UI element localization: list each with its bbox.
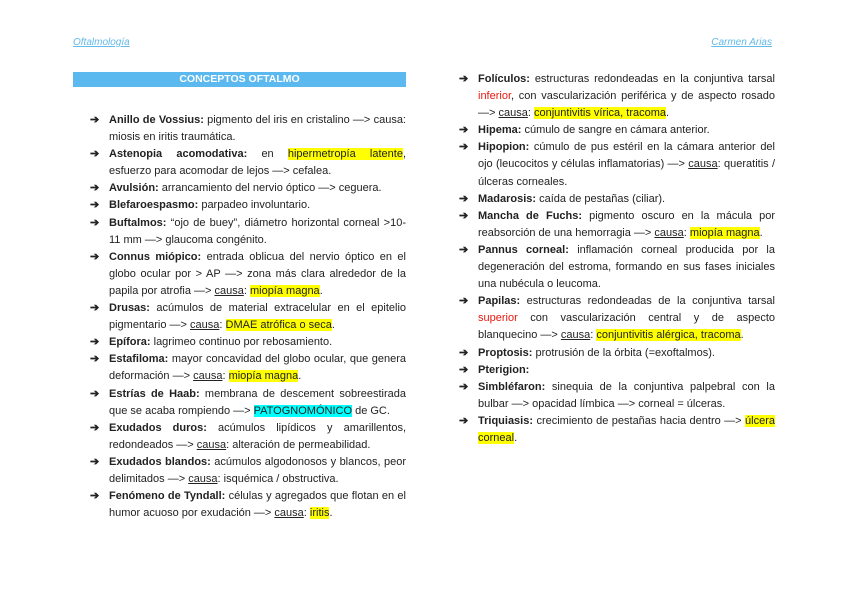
term: Avulsión: xyxy=(109,182,159,195)
definition-end: . xyxy=(514,431,518,444)
list-item xyxy=(73,215,406,249)
cause-label: causa xyxy=(274,507,304,520)
list-item xyxy=(442,345,775,362)
arrow-icon: ➔ xyxy=(90,387,100,400)
definition: crecimiento de pestañas hacia dentro —> xyxy=(533,414,746,427)
arrow-icon: ➔ xyxy=(459,380,469,393)
term: Papilas: xyxy=(478,295,521,308)
definition: entrada oblicua del nervio óptico en el globo ocular por > AP —> zona más clara alrededor de la papila por atrofia —> xyxy=(109,250,406,297)
definition: sinequia de la conjuntiva palpebral con la bulbar —> opacidad límbica —> corneal = úlceras. xyxy=(478,380,775,410)
arrow-icon: ➔ xyxy=(90,114,100,126)
cause-label: causa xyxy=(560,329,591,342)
list-item xyxy=(442,208,775,242)
definition: parpadeo involuntario. xyxy=(198,199,311,212)
list-item xyxy=(442,413,775,447)
header-author: Carmen Arias xyxy=(711,37,772,48)
definition: , con vascularización periférica y de aspecto rosado —> xyxy=(478,90,775,120)
arrow-icon: ➔ xyxy=(90,250,100,263)
term: Connus miópico: xyxy=(109,250,202,263)
arrow-icon: ➔ xyxy=(90,336,100,349)
definition: células y agregados que flotan en el humor acuoso por exudación —> xyxy=(109,490,406,520)
red-word: inferior xyxy=(478,90,512,103)
arrow-icon: ➔ xyxy=(459,414,469,427)
definition: “ojo de buey”, diámetro horizontal corneal >10-11 mm —> glaucoma congénito. xyxy=(109,216,406,246)
term: Exudados blandos: xyxy=(109,455,211,468)
term: Simbléfaron: xyxy=(478,380,546,393)
definition-end: . xyxy=(759,226,763,239)
term: Hipopion: xyxy=(478,141,530,154)
list-item xyxy=(73,112,406,146)
list-item xyxy=(442,293,775,344)
highlight: miopía magna xyxy=(689,226,760,239)
arrow-icon: ➔ xyxy=(90,302,100,315)
term: Mancha de Fuchs: xyxy=(478,209,583,222)
list-item xyxy=(73,454,406,488)
definition: mayor concavidad del globo ocular, que genera deformación —> xyxy=(109,353,406,383)
arrow-icon: ➔ xyxy=(459,73,469,85)
term: Proptosis: xyxy=(478,346,533,359)
list-item xyxy=(73,300,406,334)
cause-label: causa xyxy=(688,158,718,171)
arrow-icon: ➔ xyxy=(90,455,100,468)
separator: : xyxy=(590,329,597,342)
definition-end: . xyxy=(740,329,744,342)
arrow-icon: ➔ xyxy=(459,363,469,376)
arrow-icon: ➔ xyxy=(90,182,100,195)
arrow-icon: ➔ xyxy=(459,192,469,205)
definition-end: : isquémica / obstructiva. xyxy=(217,472,339,485)
definition: acúmulos de material extracelular en el epitelio pigmentario —> xyxy=(109,302,406,332)
definition-end: de GC. xyxy=(352,404,390,417)
term: Estrías de Haab: xyxy=(109,387,200,400)
list-item xyxy=(73,488,406,522)
list-item xyxy=(73,197,406,214)
arrow-icon: ➔ xyxy=(90,490,100,503)
definition: con vascularización central y de aspecto blanquecino —> xyxy=(478,312,775,342)
term: Folículos: xyxy=(478,73,530,85)
definition: arrancamiento del nervio óptico —> ceguera. xyxy=(158,182,382,195)
definition-end: . xyxy=(329,507,333,520)
highlight: DMAE atrófica o seca xyxy=(225,319,332,332)
arrow-icon: ➔ xyxy=(459,141,469,154)
definition-end: : alteración de permeabilidad. xyxy=(226,438,371,451)
definition: acúmulos lipídicos y amarillentos, redondeados —> xyxy=(109,421,407,451)
highlight: conjuntivitis vírica, tracoma xyxy=(533,107,667,120)
separator: : xyxy=(303,507,310,520)
definition-end: , esfuerzo para acomodar de lejos —> cefalea. xyxy=(109,148,406,178)
term: Estafiloma: xyxy=(109,353,169,366)
arrow-icon: ➔ xyxy=(90,353,100,366)
term: Blefaroespasmo: xyxy=(109,199,199,212)
list-item xyxy=(73,180,406,197)
arrow-icon: ➔ xyxy=(459,346,469,359)
arrow-icon: ➔ xyxy=(459,209,469,222)
definition: inflamación corneal producida por la degeneración del estroma, formando en sus fases iniciales una nubécula o leucoma. xyxy=(478,243,775,291)
list-item xyxy=(442,242,775,293)
term: Hipema: xyxy=(478,124,522,137)
term: Drusas: xyxy=(109,302,150,315)
list-item xyxy=(442,71,775,122)
red-word: superior xyxy=(478,312,518,325)
cause-label: causa xyxy=(190,319,220,332)
arrow-icon: ➔ xyxy=(459,124,469,137)
separator: : xyxy=(243,284,250,297)
term: Pterigion: xyxy=(478,363,530,376)
definition: acúmulos algodonosos y blancos, peor delimitados —> xyxy=(109,455,406,485)
term: Exudados duros: xyxy=(109,421,207,434)
term: Triquiasis: xyxy=(478,414,534,427)
definition-end: . xyxy=(331,319,335,332)
list-item xyxy=(73,146,406,180)
term: Pannus corneal: xyxy=(478,243,569,256)
arrow-icon: ➔ xyxy=(459,243,469,256)
cause-label: causa xyxy=(498,107,528,120)
list-item xyxy=(73,334,406,351)
term: Madarosis: xyxy=(478,192,537,205)
definition: estructuras redondeadas de la conjuntiva tarsal xyxy=(520,295,775,308)
cause-label: causa xyxy=(193,370,223,383)
definition: cúmulo de sangre en cámara anterior. xyxy=(521,124,710,137)
cause-label: causa xyxy=(188,472,218,485)
highlight: conjuntivitis alérgica, tracoma xyxy=(596,329,741,342)
list-item xyxy=(442,362,775,379)
definition-end: . xyxy=(319,284,323,297)
highlight: miopía magna xyxy=(228,370,299,383)
term: Fenómeno de Tyndall: xyxy=(109,490,226,503)
definition: membrana de descement sobreestirada que se acaba rompiendo —> xyxy=(109,387,407,417)
definition: estructuras redondeadas en la conjuntiva tarsal xyxy=(529,73,775,85)
definition-end: : queratitis / úlceras corneales. xyxy=(478,158,775,188)
highlight: PATOGNOMÓNICO xyxy=(253,404,353,417)
definition: en xyxy=(247,148,288,161)
list-item xyxy=(442,191,775,208)
arrow-icon: ➔ xyxy=(90,148,100,161)
separator: : xyxy=(527,107,534,120)
left-column xyxy=(73,112,406,522)
cause-label: causa xyxy=(196,438,227,451)
list-item xyxy=(73,249,406,300)
definition-end: . xyxy=(666,107,670,120)
definition: caída de pestañas (ciliar). xyxy=(536,192,666,205)
page-title: CONCEPTOS OFTALMO xyxy=(73,72,406,87)
list-item xyxy=(73,351,406,385)
term: Anillo de Vossius: xyxy=(109,114,204,126)
list-item xyxy=(442,139,775,190)
separator: : xyxy=(222,370,229,383)
right-column xyxy=(442,71,775,447)
definition: lagrimeo continuo por rebosamiento. xyxy=(150,336,333,349)
arrow-icon: ➔ xyxy=(90,216,100,229)
highlight: hipermetropía latente xyxy=(287,148,403,161)
cause-label: causa xyxy=(214,284,244,297)
definition: pigmento oscuro en la mácula por reabsorción de una hemorragia —> xyxy=(478,209,775,239)
definition: protrusión de la órbita (=exoftalmos). xyxy=(532,346,715,359)
definition: cúmulo de pus estéril en la cámara anterior del ojo (leucocitos y células inflamatorias) —> xyxy=(478,141,775,171)
list-item xyxy=(442,122,775,139)
definition-end: . xyxy=(298,370,302,383)
highlight: miopía magna xyxy=(249,284,320,297)
arrow-icon: ➔ xyxy=(90,199,100,212)
highlight: úlcera corneal xyxy=(478,414,775,444)
separator: : xyxy=(683,226,690,239)
separator: : xyxy=(219,319,226,332)
list-item xyxy=(73,420,406,454)
cause-label: causa xyxy=(654,226,684,239)
term: Buftalmos: xyxy=(109,216,167,229)
highlight: iritis xyxy=(309,507,330,520)
list-item xyxy=(73,386,406,420)
term: Epífora: xyxy=(109,336,151,349)
list-item xyxy=(442,379,775,413)
definition: pigmento del iris en cristalino —> causa: miosis en iritis traumática. xyxy=(109,114,406,144)
header-subject: Oftalmología xyxy=(73,37,130,48)
term: Astenopia acomodativa: xyxy=(109,148,248,161)
arrow-icon: ➔ xyxy=(90,421,100,434)
arrow-icon: ➔ xyxy=(459,295,469,308)
